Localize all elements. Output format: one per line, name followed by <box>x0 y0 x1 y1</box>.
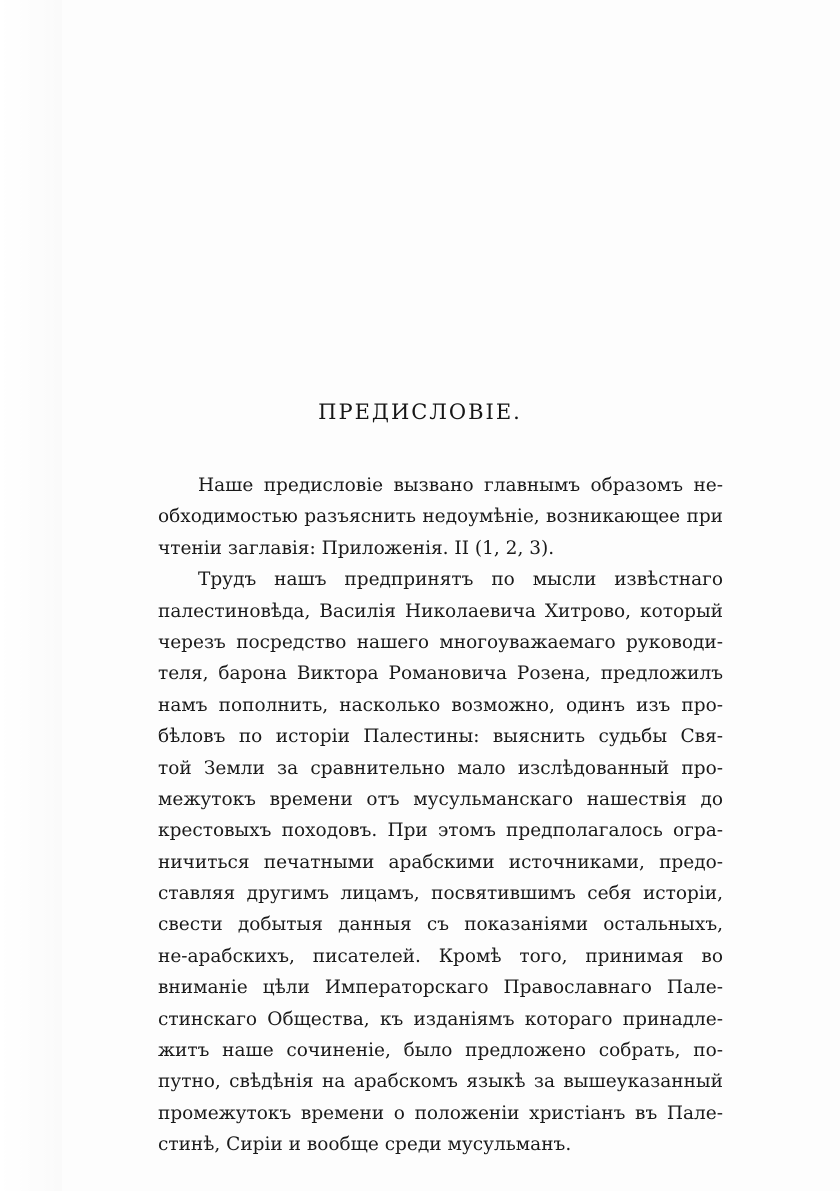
text-line: житъ наше сочиненіе, было предложено собрать, по- <box>158 1040 723 1062</box>
text-line: намъ пополнить, насколько возможно, одинъ изъ про- <box>158 694 723 716</box>
text-line: вниманіе цѣли Императорскаго Православнаго Пале- <box>158 977 723 999</box>
text-line: ставляя другимъ лицамъ, посвятившимъ себя исторіи, <box>158 883 723 905</box>
text-line: Наше предисловіе вызвано главнымъ образомъ не- <box>198 475 723 496</box>
text-line: крестовыхъ походовъ. При этомъ предполагалось огра- <box>158 820 723 842</box>
text-line: промежутокъ времени о положеніи христіанъ въ Пале- <box>158 1102 723 1124</box>
text-line: теля, барона Виктора Романовича Розена, предложилъ <box>158 663 723 685</box>
preface-body <box>158 470 723 1161</box>
text-line: Трудъ нашъ предпринятъ по мысли извѣстнаго <box>198 569 723 591</box>
text-line: ничиться печатными арабскими источниками, предо- <box>158 851 723 873</box>
text-line: стинскаго Общества, къ изданіямъ котораго принадле- <box>158 1008 723 1030</box>
paragraph-1 <box>158 470 723 564</box>
text-line: бѣловъ по исторіи Палестины: выяснить судьбы Свя- <box>158 726 723 748</box>
paragraph-2 <box>158 564 723 1160</box>
text-line: стинѣ, Сиріи и вообще среди мусульманъ. <box>158 1134 572 1156</box>
page-title: ПРЕДИСЛОВІЕ. <box>318 400 522 424</box>
text-line: чтеніи заглавія: Приложенія. II (1, 2, 3). <box>158 537 555 559</box>
text-line: путно, свѣдѣнія на арабскомъ языкѣ за вышеуказанный <box>158 1071 723 1093</box>
text-line: той Земли за сравнительно мало изслѣдованный про- <box>158 757 723 779</box>
text-line: палестиновѣда, Василія Николаевича Хитрово, который <box>158 600 723 622</box>
text-line: черезъ посредство нашего многоуважаемаго руководи- <box>158 631 723 653</box>
text-line: межутокъ времени отъ мусульманскаго нашествія до <box>158 788 723 810</box>
scan-margin <box>0 0 62 1191</box>
text-line: свести добытыя данныя съ показаніями остальныхъ, <box>158 914 723 936</box>
text-line: обходимостью разъяснить недоумѣніе, возникающее при <box>158 506 723 528</box>
text-line: не-арабскихъ, писателей. Кромѣ того, принимая во <box>158 945 723 967</box>
